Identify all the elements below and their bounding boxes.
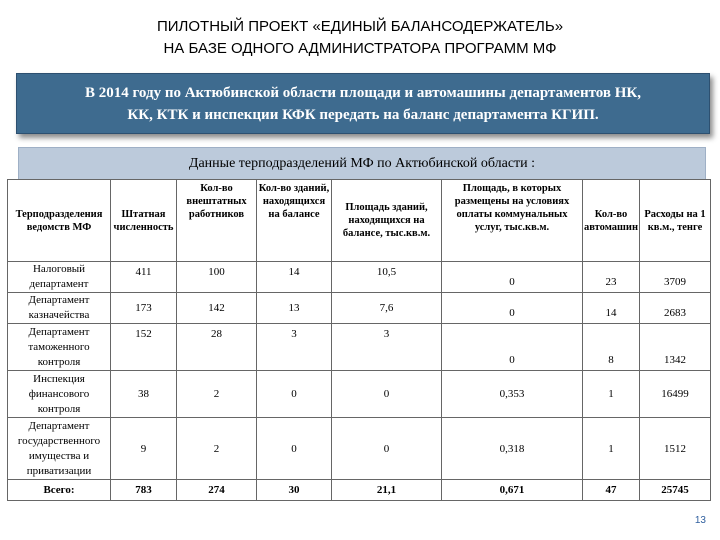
row-name: Налоговый департамент (8, 262, 111, 293)
row-buildings: 13 (257, 293, 332, 324)
table-subheading: Данные терподразделений МФ по Актюбинской области : (18, 147, 706, 180)
row-staff: 9 (111, 418, 177, 480)
header-unit: Терподразделения ведомств МФ (8, 180, 111, 262)
table-header-row (8, 180, 711, 262)
total-cost: 25745 (640, 480, 711, 501)
row-freelance: 142 (177, 293, 257, 324)
row-buildings: 3 (257, 324, 332, 371)
table-row (8, 324, 711, 371)
row-staff: 38 (111, 371, 177, 418)
row-area: 0 (332, 371, 442, 418)
title-line-2: НА БАЗЕ ОДНОГО АДМИНИСТРАТОРА ПРОГРАММ МФ (163, 40, 557, 57)
row-staff: 411 (111, 262, 177, 293)
row-buildings: 0 (257, 418, 332, 480)
page-number: 13 (694, 515, 706, 526)
row-cost: 1342 (640, 324, 711, 371)
row-name: Департамент таможенного контроля (8, 324, 111, 371)
row-staff: 173 (111, 293, 177, 324)
header-cost: Расходы на 1 кв.м., тенге (640, 180, 711, 262)
table-row (8, 293, 711, 324)
row-freelance: 2 (177, 371, 257, 418)
table-total-row (8, 480, 711, 501)
header-buildings: Кол-во зданий, находящихся на балансе (257, 180, 332, 262)
row-rented: 0 (442, 262, 583, 293)
row-staff: 152 (111, 324, 177, 371)
header-area: Площадь зданий, находящихся на балансе, тыс.кв.м. (332, 180, 442, 262)
row-cost: 2683 (640, 293, 711, 324)
table-row (8, 262, 711, 293)
row-cars: 14 (583, 293, 640, 324)
row-cars: 1 (583, 371, 640, 418)
row-cost: 16499 (640, 371, 711, 418)
row-buildings: 14 (257, 262, 332, 293)
row-cars: 1 (583, 418, 640, 480)
row-area: 10,5 (332, 262, 442, 293)
title-line-1: ПИЛОТНЫЙ ПРОЕКТ «ЕДИНЫЙ БАЛАНСОДЕРЖАТЕЛЬ» (156, 18, 564, 35)
table-row (8, 418, 711, 480)
row-name: Инспекция финансового контроля (8, 371, 111, 418)
slide-title (40, 16, 680, 60)
row-name: Департамент казначейства (8, 293, 111, 324)
total-freelance: 274 (177, 480, 257, 501)
total-rented: 0,671 (442, 480, 583, 501)
total-buildings: 30 (257, 480, 332, 501)
row-area: 3 (332, 324, 442, 371)
total-cars: 47 (583, 480, 640, 501)
header-rented: Площадь, в которых размещены на условиях оплаты коммунальных услуг, тыс.кв.м. (442, 180, 583, 262)
row-rented: 0 (442, 324, 583, 371)
table-row (8, 371, 711, 418)
row-freelance: 100 (177, 262, 257, 293)
row-cost: 1512 (640, 418, 711, 480)
row-rented: 0 (442, 293, 583, 324)
row-freelance: 2 (177, 418, 257, 480)
row-freelance: 28 (177, 324, 257, 371)
row-cost: 3709 (640, 262, 711, 293)
data-table (7, 179, 711, 501)
banner-line-2: КК, КТК и инспекции КФК передать на баланс департамента КГИП. (127, 107, 599, 123)
row-buildings: 0 (257, 371, 332, 418)
header-freelance: Кол-во внештатных работников (177, 180, 257, 262)
banner-line-1: В 2014 году по Актюбинской области площади и автомашины департаментов НК, (84, 85, 642, 101)
row-rented: 0,318 (442, 418, 583, 480)
row-cars: 23 (583, 262, 640, 293)
header-staff: Штатная численность (111, 180, 177, 262)
info-banner (16, 73, 710, 134)
row-rented: 0,353 (442, 371, 583, 418)
row-area: 0 (332, 418, 442, 480)
row-name: Департамент государственного имущества и приватизации (8, 418, 111, 480)
header-cars: Кол-во автомашин (583, 180, 640, 262)
total-area: 21,1 (332, 480, 442, 501)
total-staff: 783 (111, 480, 177, 501)
row-cars: 8 (583, 324, 640, 371)
row-area: 7,6 (332, 293, 442, 324)
total-label: Всего: (8, 480, 111, 501)
